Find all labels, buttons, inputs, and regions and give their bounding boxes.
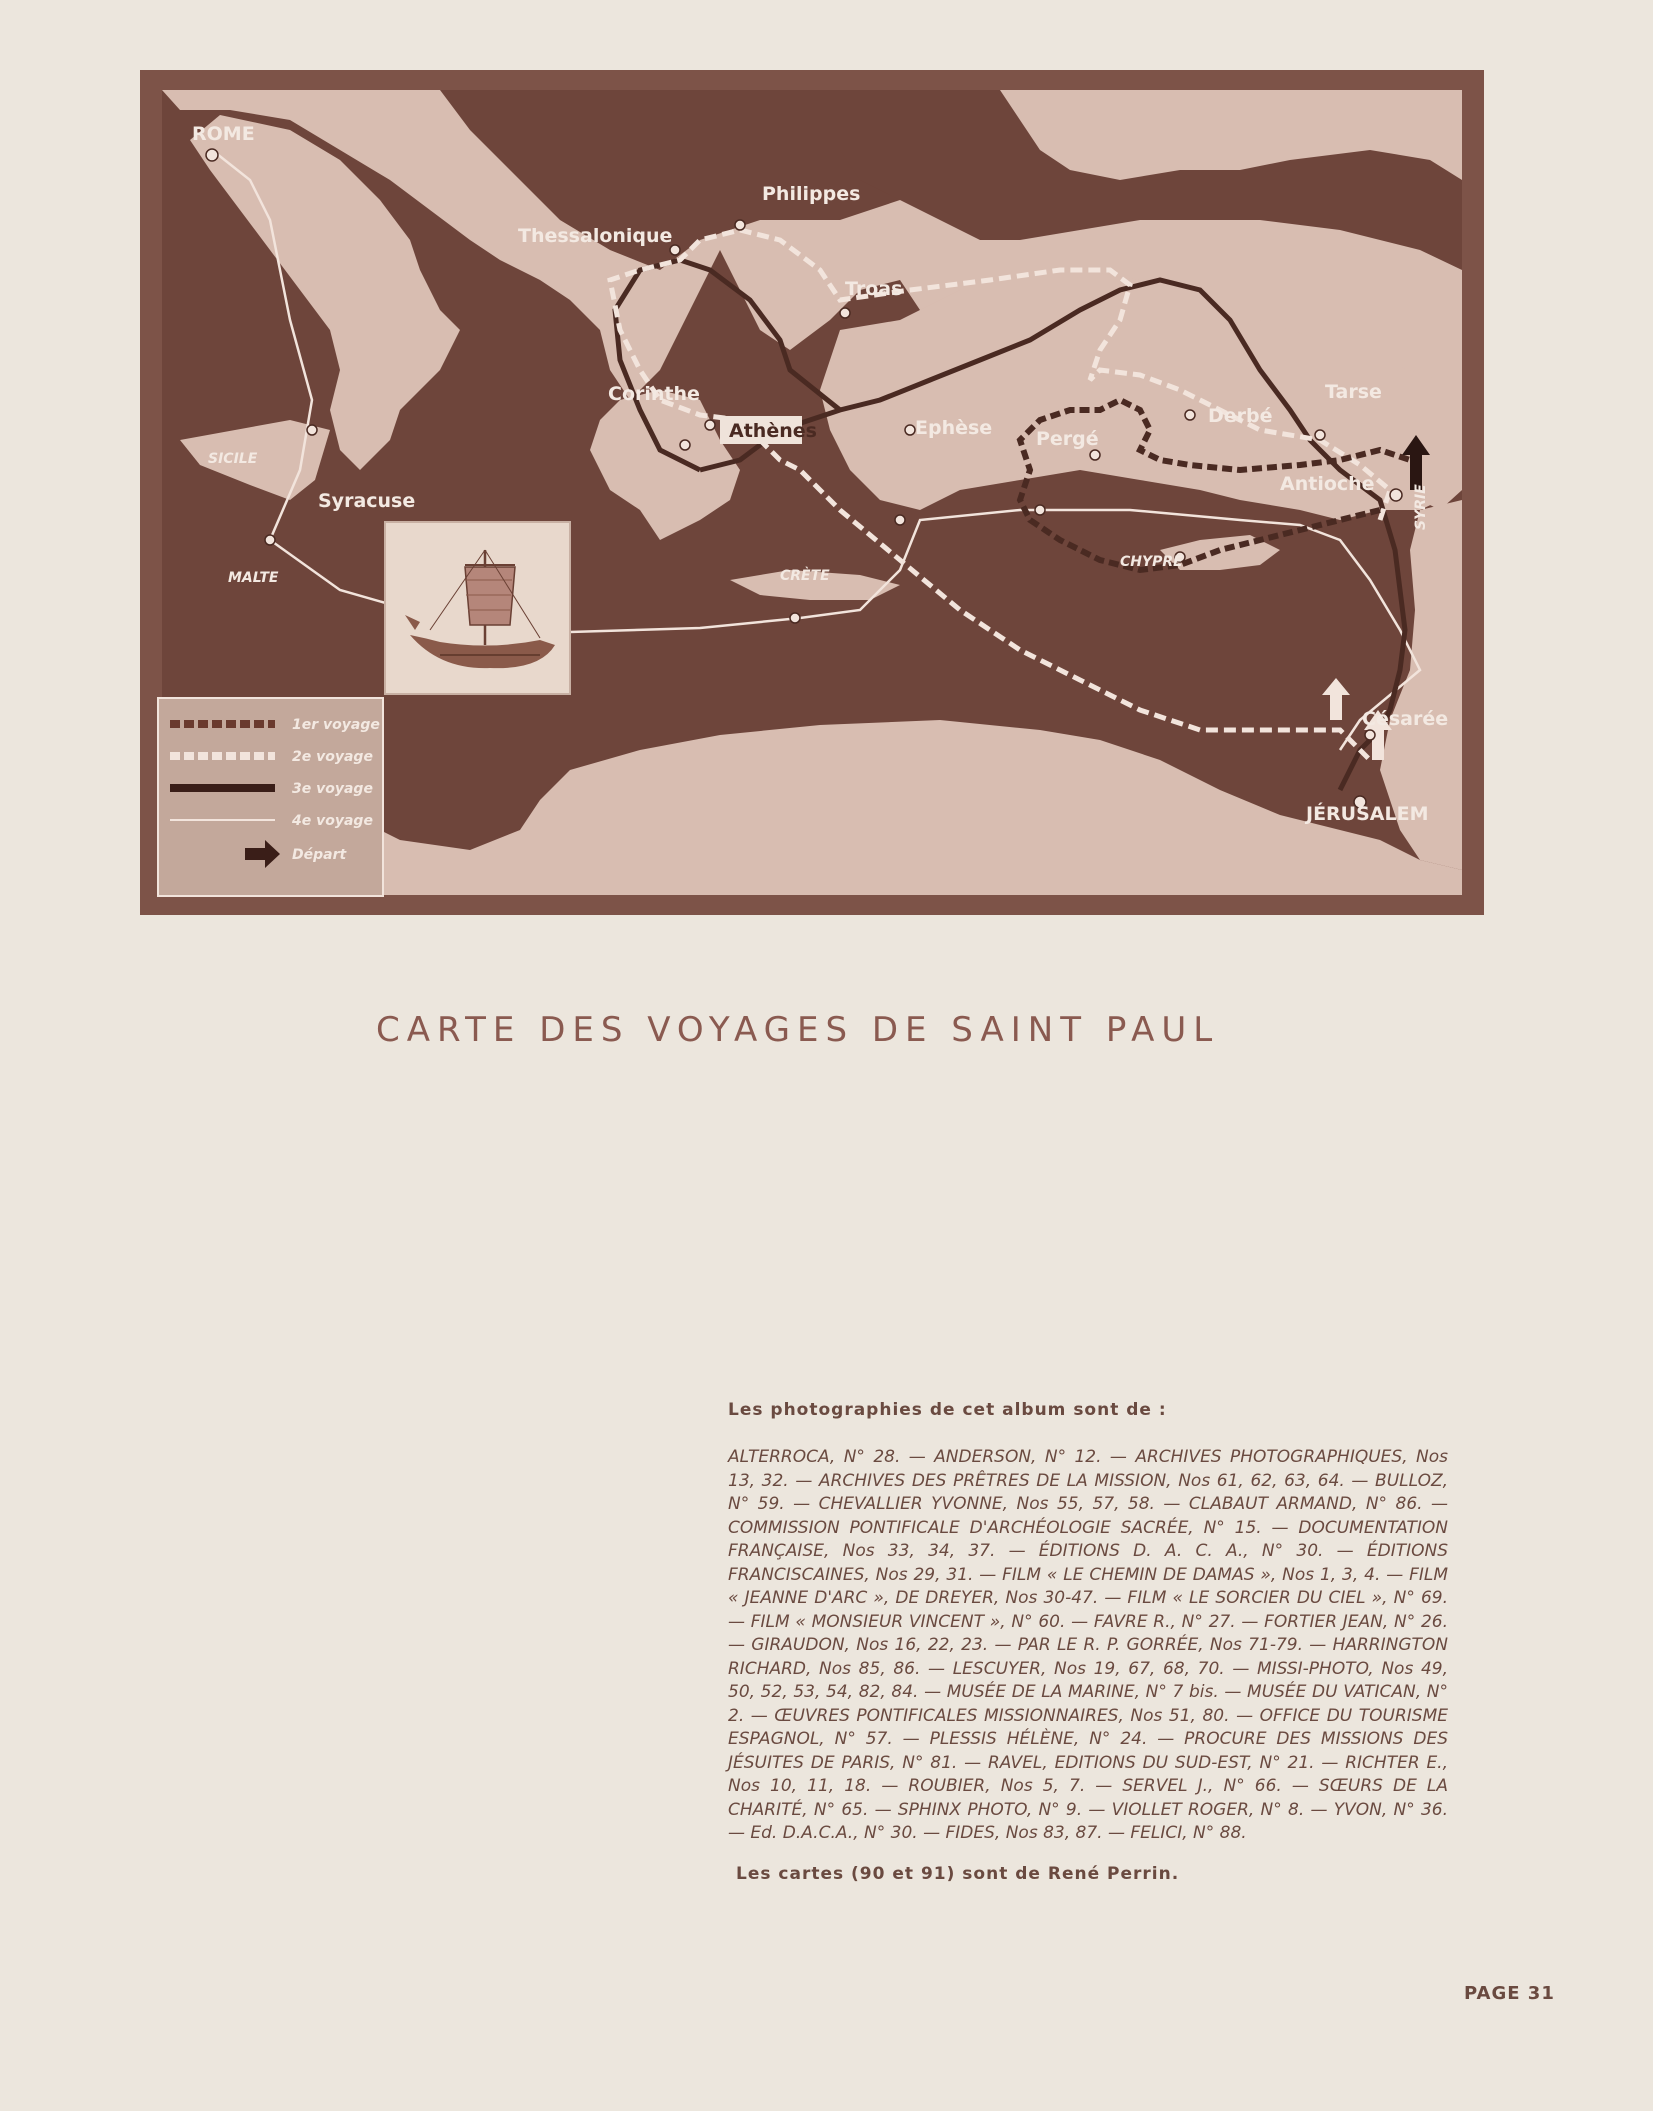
label-tarse: Tarse [1325,381,1382,403]
legend-voyage-1: 1er voyage [292,717,380,733]
label-troas: Troas [845,278,903,300]
legend-voyage-3: 3e voyage [292,781,373,797]
map-title: CARTE DES VOYAGES DE SAINT PAUL [376,1010,1220,1050]
label-ephese: Ephèse [915,417,993,439]
label-sicile: SICILE [208,451,258,467]
legend-voyage-4: 4e voyage [292,813,373,829]
credits-maps-note: Les cartes (90 et 91) sont de René Perrin. [736,1863,1180,1884]
label-derbe: Derbé [1208,405,1273,427]
label-syracuse: Syracuse [318,490,416,512]
label-corinthe: Corinthe [608,383,700,405]
credits-body: ALTERROCA, N° 28. — ANDERSON, N° 12. — ARCHIVES PHOTOGRAPHIQUES, Nos 13, 32. — ARCHIVES DES PRÊTRES DE LA MISSION, Nos 61, 62, 63, 64. — BULLOZ, N° 59. — CHEVALLIER YVONNE, Nos 55, 57, 58. — CLABAUT ARMAND, N° 86. — COMMISSION PONTIFICALE D'ARCHÉOLOGIE SACRÉE, N° 15. — DOCUMENTATION FRANÇAISE, Nos 33, 34, 37. — ÉDITIONS D. A. C. A., N° 30. — ÉDITIONS FRANCISCAINES, Nos 29, 31. — FILM « LE CHEMIN DE DAMAS », Nos 1, 3, 4. — FILM « JEANNE D'ARC », DE DREYER, Nos 30-47. — FILM « LE SORCIER DU CIEL », N° 69. — FILM « MONSIEUR VINCENT », N° 60. — FAVRE R., N° 27. — FORTIER JEAN, N° 26. — GIRAUDON, Nos 16, 22, 23. — PAR LE R. P. GORRÉE, Nos 71-79. — HARRINGTON RICHARD, Nos 85, 86. — LESCUYER, Nos 19, 67, 68, 70. — MISSI-PHOTO, Nos 49, 50, 52, 53, 54, 82, 84. — MUSÉE DE LA MARINE, N° 7 bis. — MUSÉE DU VATICAN, N° 2. — ŒUVRES PONTIFICALES MISSIONNAIRES, Nos 51, 80. — OFFICE DU TOURISME ESPAGNOL, N° 57. — PLESSIS HÉLÈNE, N° 24. — PROCURE DES MISSIONS DES JÉSUITES DE PARIS, N° 81. — RAVEL, EDITIONS DU SUD-EST, N° 21. — RICHTER E., Nos 10, 11, 18. — ROUBIER, Nos 5, 7. — SERVEL J., N° 66. — SŒURS DE LA CHARITÉ, N° 65. — SPHINX PHOTO, N° 9. — VIOLLET ROGER, N° 8. — YVON, N° 36. — Ed. D.A.C.A., N° 30. — FIDES, Nos 83, 87. — FELICI, N° 88. [728,1447,1448,1843]
label-cesaree: Césarée [1362,708,1449,730]
label-crete: CRÈTE [780,568,830,584]
label-perge: Pergé [1036,428,1099,450]
label-philippes: Philippes [762,183,861,205]
legend-depart: Départ [292,847,347,863]
label-syrie: SYRIE [1413,484,1429,530]
label-jerusalem: JÉRUSALEM [1306,803,1429,825]
map-voyages-saint-paul [140,70,1484,915]
label-malte: MALTE [228,570,279,586]
label-chypre: CHYPRE [1120,554,1183,570]
label-athenes: Athènes [729,420,817,442]
legend-voyage-2: 2e voyage [292,749,373,765]
label-thessalonique: Thessalonique [518,225,673,247]
credits-heading: Les photographies de cet album sont de : [728,1400,1167,1420]
page-number: PAGE 31 [1464,1983,1555,2004]
photo-credits [728,1400,1448,1884]
label-antioche: Antioche [1280,473,1375,495]
label-rome: ROME [192,123,255,145]
map-legend [158,698,383,896]
ship-inset [385,522,570,694]
